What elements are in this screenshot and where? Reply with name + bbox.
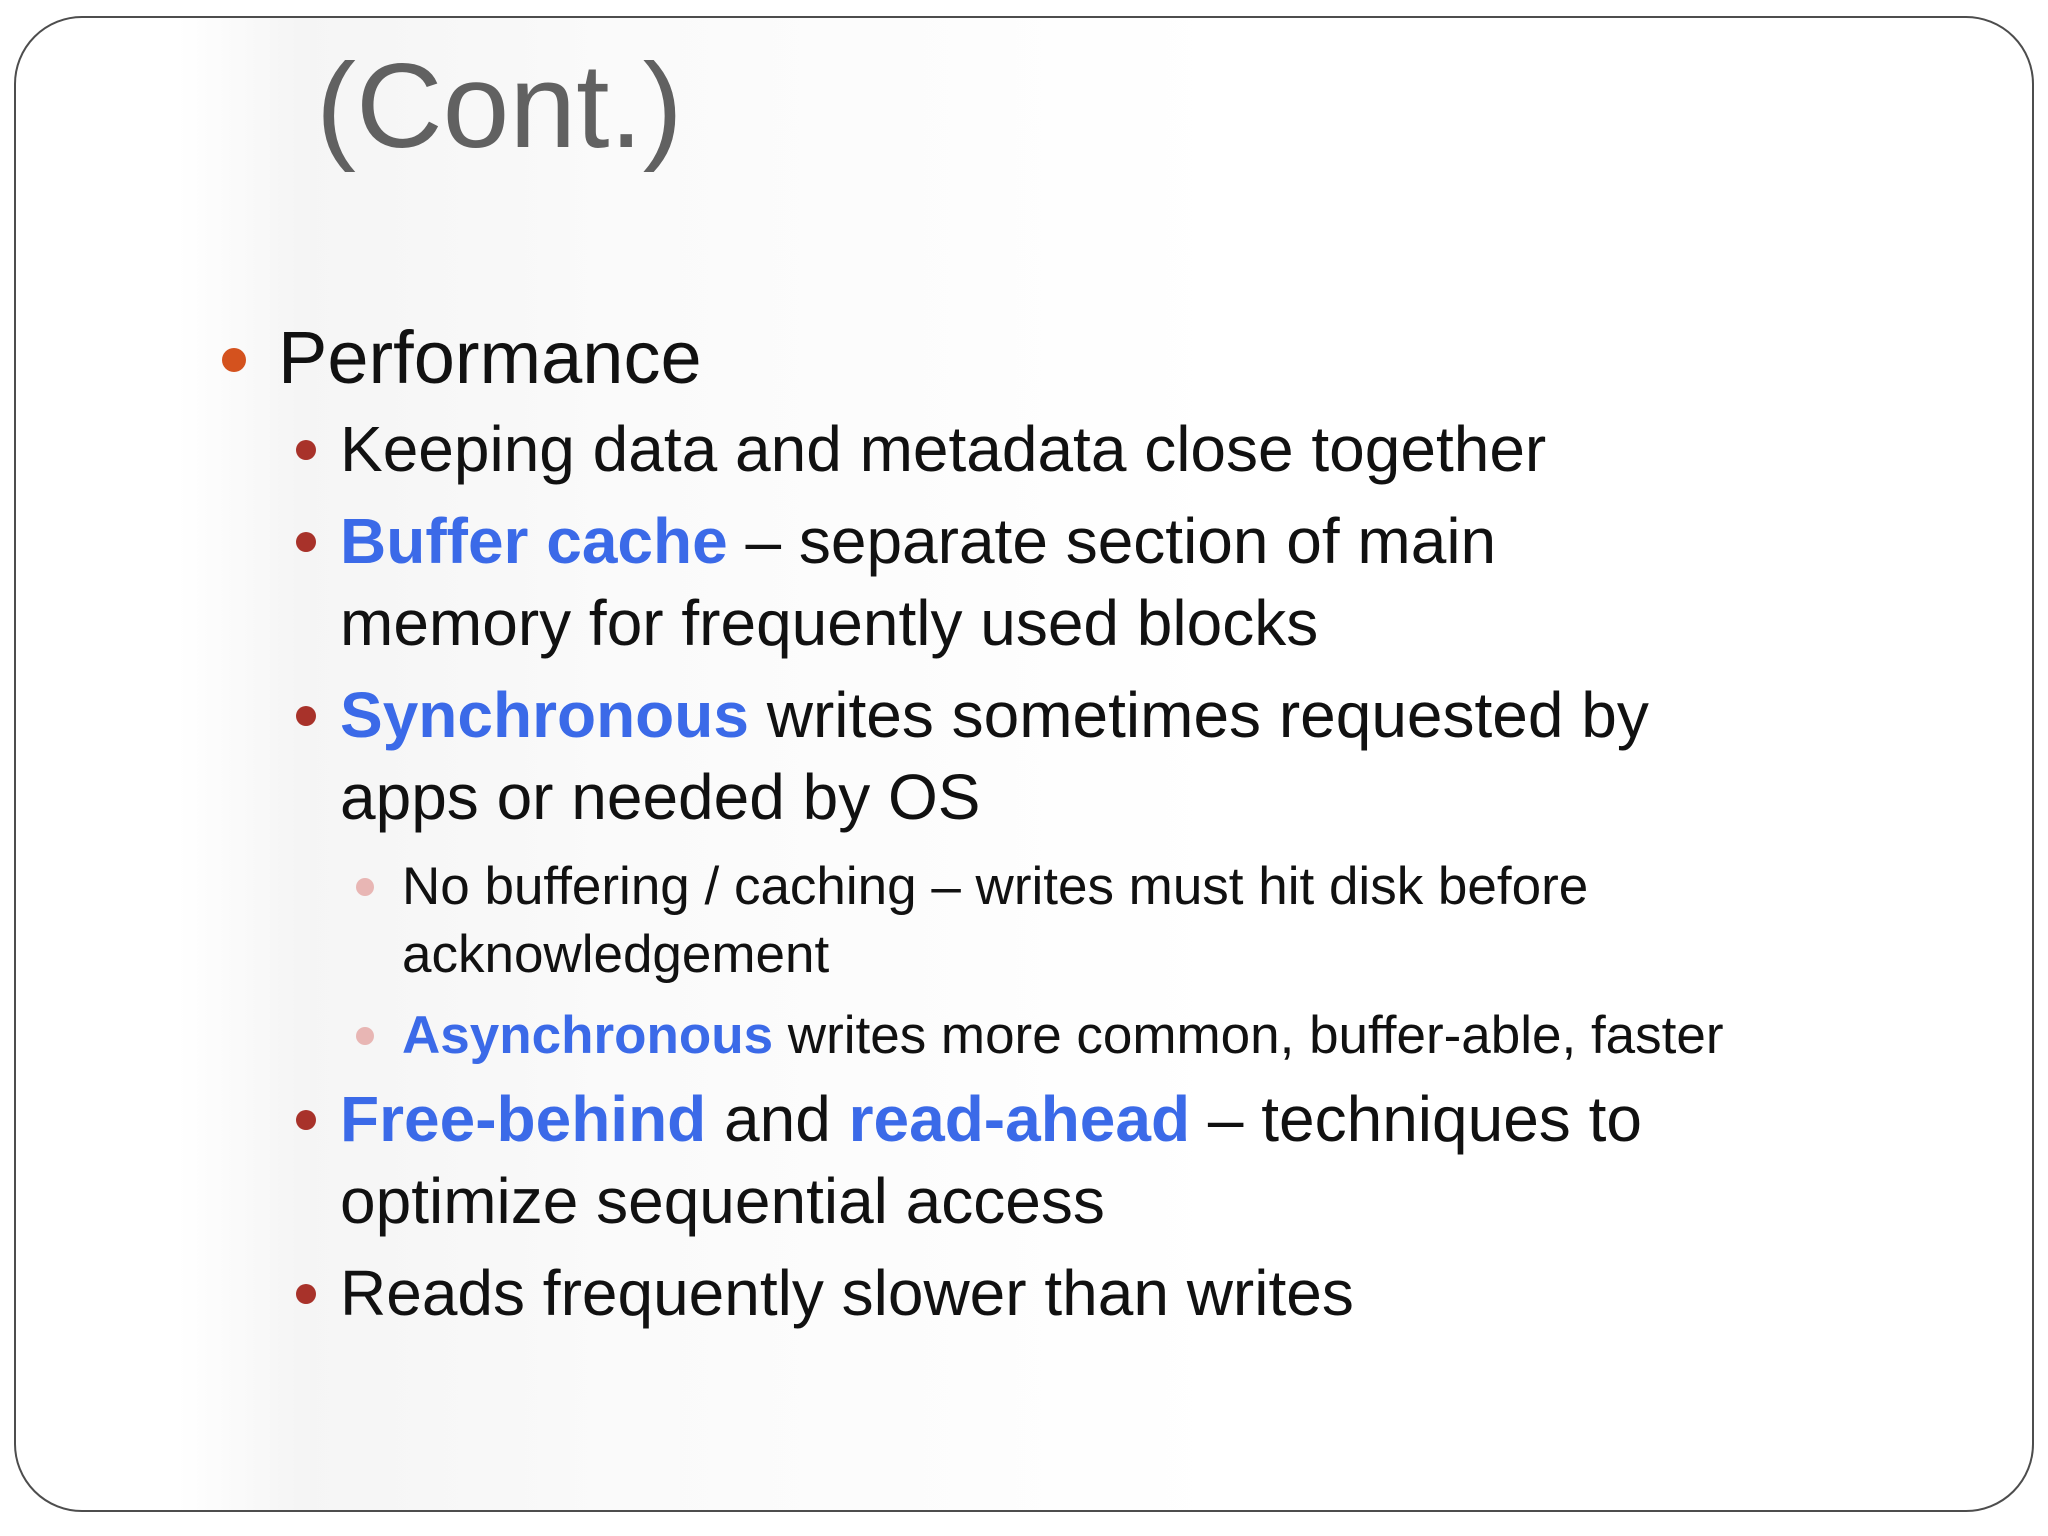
bullet-text: memory for frequently used blocks	[340, 587, 1319, 659]
bullet-text: and	[706, 1083, 849, 1155]
slide-title: (Cont.)	[316, 39, 683, 173]
bullet-text: acknowledgement	[402, 925, 830, 984]
bullet-dot-icon	[296, 440, 316, 460]
bullet-dot-icon	[356, 878, 374, 896]
highlight-term: Synchronous	[340, 679, 749, 751]
bullet-text: Performance	[278, 316, 702, 399]
bullet-text: writes sometimes requested by	[748, 679, 1649, 751]
bullet-synchronous	[340, 674, 1649, 756]
highlight-term: read-ahead	[848, 1083, 1191, 1155]
bullet-dot-icon	[296, 532, 316, 552]
bullet-dot-icon	[296, 706, 316, 726]
bullet-text: – techniques to	[1190, 1083, 1642, 1155]
subbullet-no-buffering-cont	[402, 921, 829, 989]
bullet-synchronous-cont	[340, 756, 980, 838]
bullet-text: – separate section of main	[727, 505, 1497, 577]
bullet-free-behind-cont	[340, 1160, 1105, 1242]
bullet-text: No buffering / caching – writes must hit disk before	[402, 857, 1589, 916]
bullet-text: Keeping data and metadata close together	[340, 413, 1547, 485]
bullet-dot-icon	[356, 1027, 374, 1045]
bullet-performance	[278, 318, 702, 398]
highlight-term: Buffer cache	[340, 505, 728, 577]
bullet-dot-icon	[296, 1284, 316, 1304]
bullet-reads-slower	[340, 1252, 1354, 1334]
bullet-buffer-cache-cont	[340, 582, 1318, 664]
bullet-buffer-cache	[340, 500, 1496, 582]
highlight-term: Free-behind	[340, 1083, 707, 1155]
highlight-term: Asynchronous	[402, 1006, 774, 1065]
bullet-text: apps or needed by OS	[340, 761, 981, 833]
slide-frame	[14, 16, 2034, 1512]
bullet-text: Reads frequently slower than writes	[340, 1257, 1354, 1329]
bullet-keeping-data	[340, 408, 1546, 490]
bullet-free-behind	[340, 1078, 1642, 1160]
bullet-dot-icon	[296, 1110, 316, 1130]
subbullet-no-buffering	[402, 853, 1588, 921]
subbullet-asynchronous	[402, 1002, 1724, 1070]
bullet-text: optimize sequential access	[340, 1165, 1105, 1237]
bullet-text: writes more common, buffer-able, faster	[773, 1006, 1724, 1065]
bullet-dot-icon	[222, 348, 246, 372]
